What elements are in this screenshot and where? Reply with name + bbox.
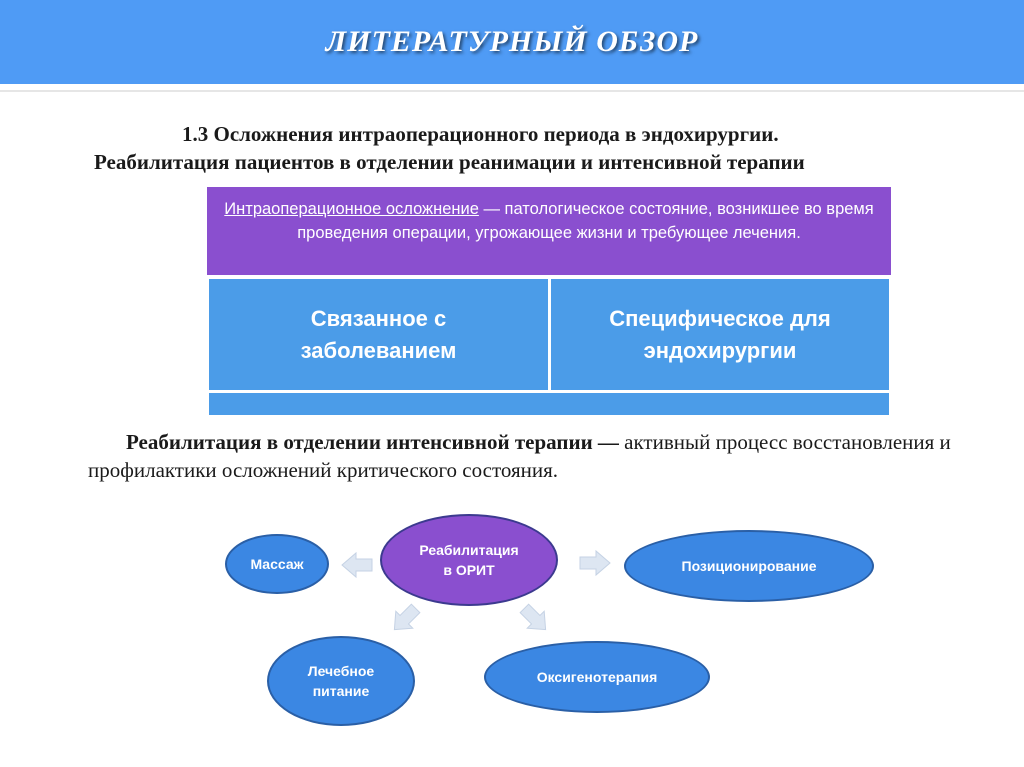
subtitle-line-2: Реабилитация пациентов в отделении реанимации и интенсивной терапии <box>94 150 805 174</box>
arrow-left-icon <box>340 550 374 580</box>
node-oxygen <box>484 641 710 713</box>
node-massage <box>225 534 329 594</box>
rehab-term: Реабилитация в отделении интенсивной терапии — <box>126 430 619 454</box>
subtitle-line-1: 1.3 Осложнения интраоперационного периода в эндохирургии. <box>182 122 779 146</box>
arrow-right-icon <box>578 548 612 578</box>
node-nutrition <box>267 636 415 726</box>
section-subtitle <box>60 120 980 176</box>
arrow-down-left-icon <box>388 602 422 636</box>
category-empty-row <box>209 393 889 415</box>
rehab-text: активный процесс восстановления и профилактики осложнений критического состояния. <box>88 430 951 482</box>
definition-term: Интраоперационное осложнение <box>224 200 479 218</box>
node-label: Массаж <box>250 556 304 572</box>
definition-box <box>207 187 891 275</box>
center-node-label: Реабилитация в ОРИТ <box>419 542 519 578</box>
node-label: Оксигенотерапия <box>536 669 658 685</box>
category-endosurgery-specific <box>551 279 889 390</box>
center-node <box>380 514 558 606</box>
node-positioning <box>624 530 874 602</box>
categories-table <box>207 275 891 415</box>
category-label: Специфическое для эндохирургии <box>609 305 831 363</box>
category-disease-related <box>209 279 548 390</box>
divider <box>0 90 1024 92</box>
arrow-down-right-icon <box>518 602 552 636</box>
header-bar <box>0 0 1024 84</box>
definition-text: — патологическое состояние, возникшее во время проведения операции, угрожающее жизни и требующее лечения. <box>297 200 874 242</box>
node-label: Лечебное питание <box>307 663 375 699</box>
category-label: Связанное с заболеванием <box>300 305 457 363</box>
page-title: ЛИТЕРАТУРНЫЙ ОБЗОР <box>325 25 699 58</box>
node-label: Позиционирование <box>681 558 817 574</box>
rehab-definition <box>88 428 968 484</box>
